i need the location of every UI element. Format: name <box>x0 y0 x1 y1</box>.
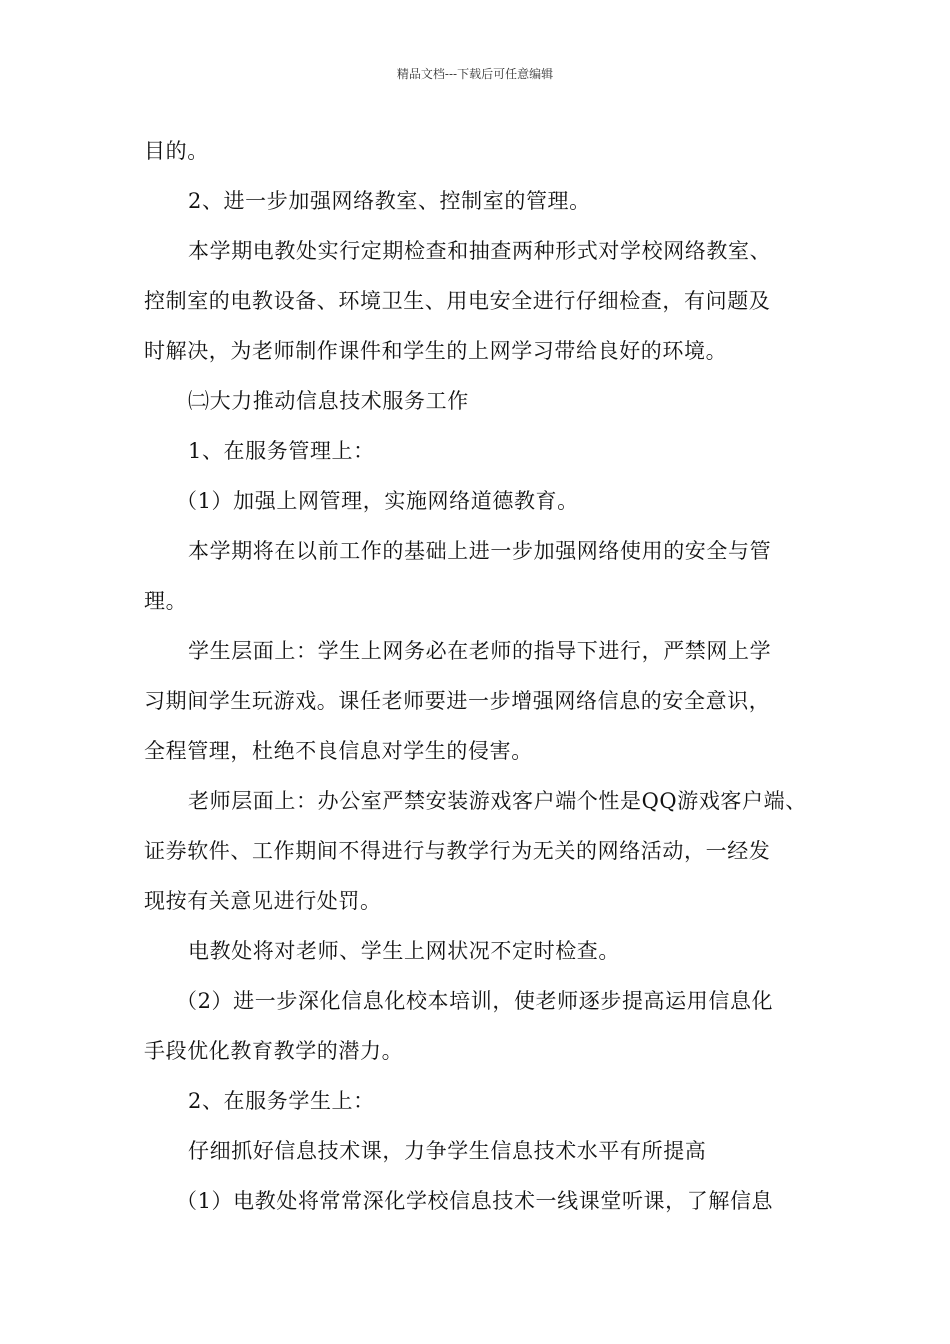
text-line-19: 手段优化教育教学的潜力。 <box>144 1039 404 1063</box>
text-line-9: 本学期将在以前工作的基础上进一步加强网络使用的安全与管 <box>188 539 772 563</box>
text-line-2: 2、进一步加强网络教室、控制室的管理。 <box>188 189 591 213</box>
section-heading: ㈡大力推动信息技术服务工作 <box>188 389 469 413</box>
text-line-5: 时解决，为老师制作课件和学生的上网学习带给良好的环境。 <box>144 339 728 363</box>
text-line-22: （1）电教处将常常深化学校信息技术一线课堂听课，了解信息 <box>176 1189 774 1213</box>
text-line-14: 老师层面上：办公室严禁安装游戏客户端个性是QQ游戏客户端、 <box>188 789 807 813</box>
text-line-8: （1）加强上网管理，实施网络道德教育。 <box>176 489 579 513</box>
text-line-3: 本学期电教处实行定期检查和抽查两种形式对学校网络教室、 <box>188 239 772 263</box>
text-line-15: 证券软件、工作期间不得进行与教学行为无关的网络活动，一经发 <box>144 839 771 863</box>
text-line-10: 理。 <box>144 589 188 613</box>
text-line-13: 全程管理，杜绝不良信息对学生的侵害。 <box>144 739 533 763</box>
text-line-21: 仔细抓好信息技术课，力争学生信息技术水平有所提高 <box>188 1139 707 1163</box>
text-line-20: 2、在服务学生上： <box>188 1089 375 1113</box>
text-line-1: 目的。 <box>144 139 209 163</box>
text-line-17: 电教处将对老师、学生上网状况不定时检查。 <box>188 939 620 963</box>
text-line-18: （2）进一步深化信息化校本培训，使老师逐步提高运用信息化 <box>176 989 774 1013</box>
text-line-11: 学生层面上：学生上网务必在老师的指导下进行，严禁网上学 <box>188 639 772 663</box>
page-header: 精品文档---下载后可任意编辑 <box>396 67 554 81</box>
text-line-12: 习期间学生玩游戏。课任老师要进一步增强网络信息的安全意识， <box>144 689 771 713</box>
text-line-16: 现按有关意见进行处罚。 <box>144 889 382 913</box>
text-line-4: 控制室的电教设备、环境卫生、用电安全进行仔细检查，有问题及 <box>144 289 771 313</box>
text-line-7: 1、在服务管理上： <box>188 439 375 463</box>
